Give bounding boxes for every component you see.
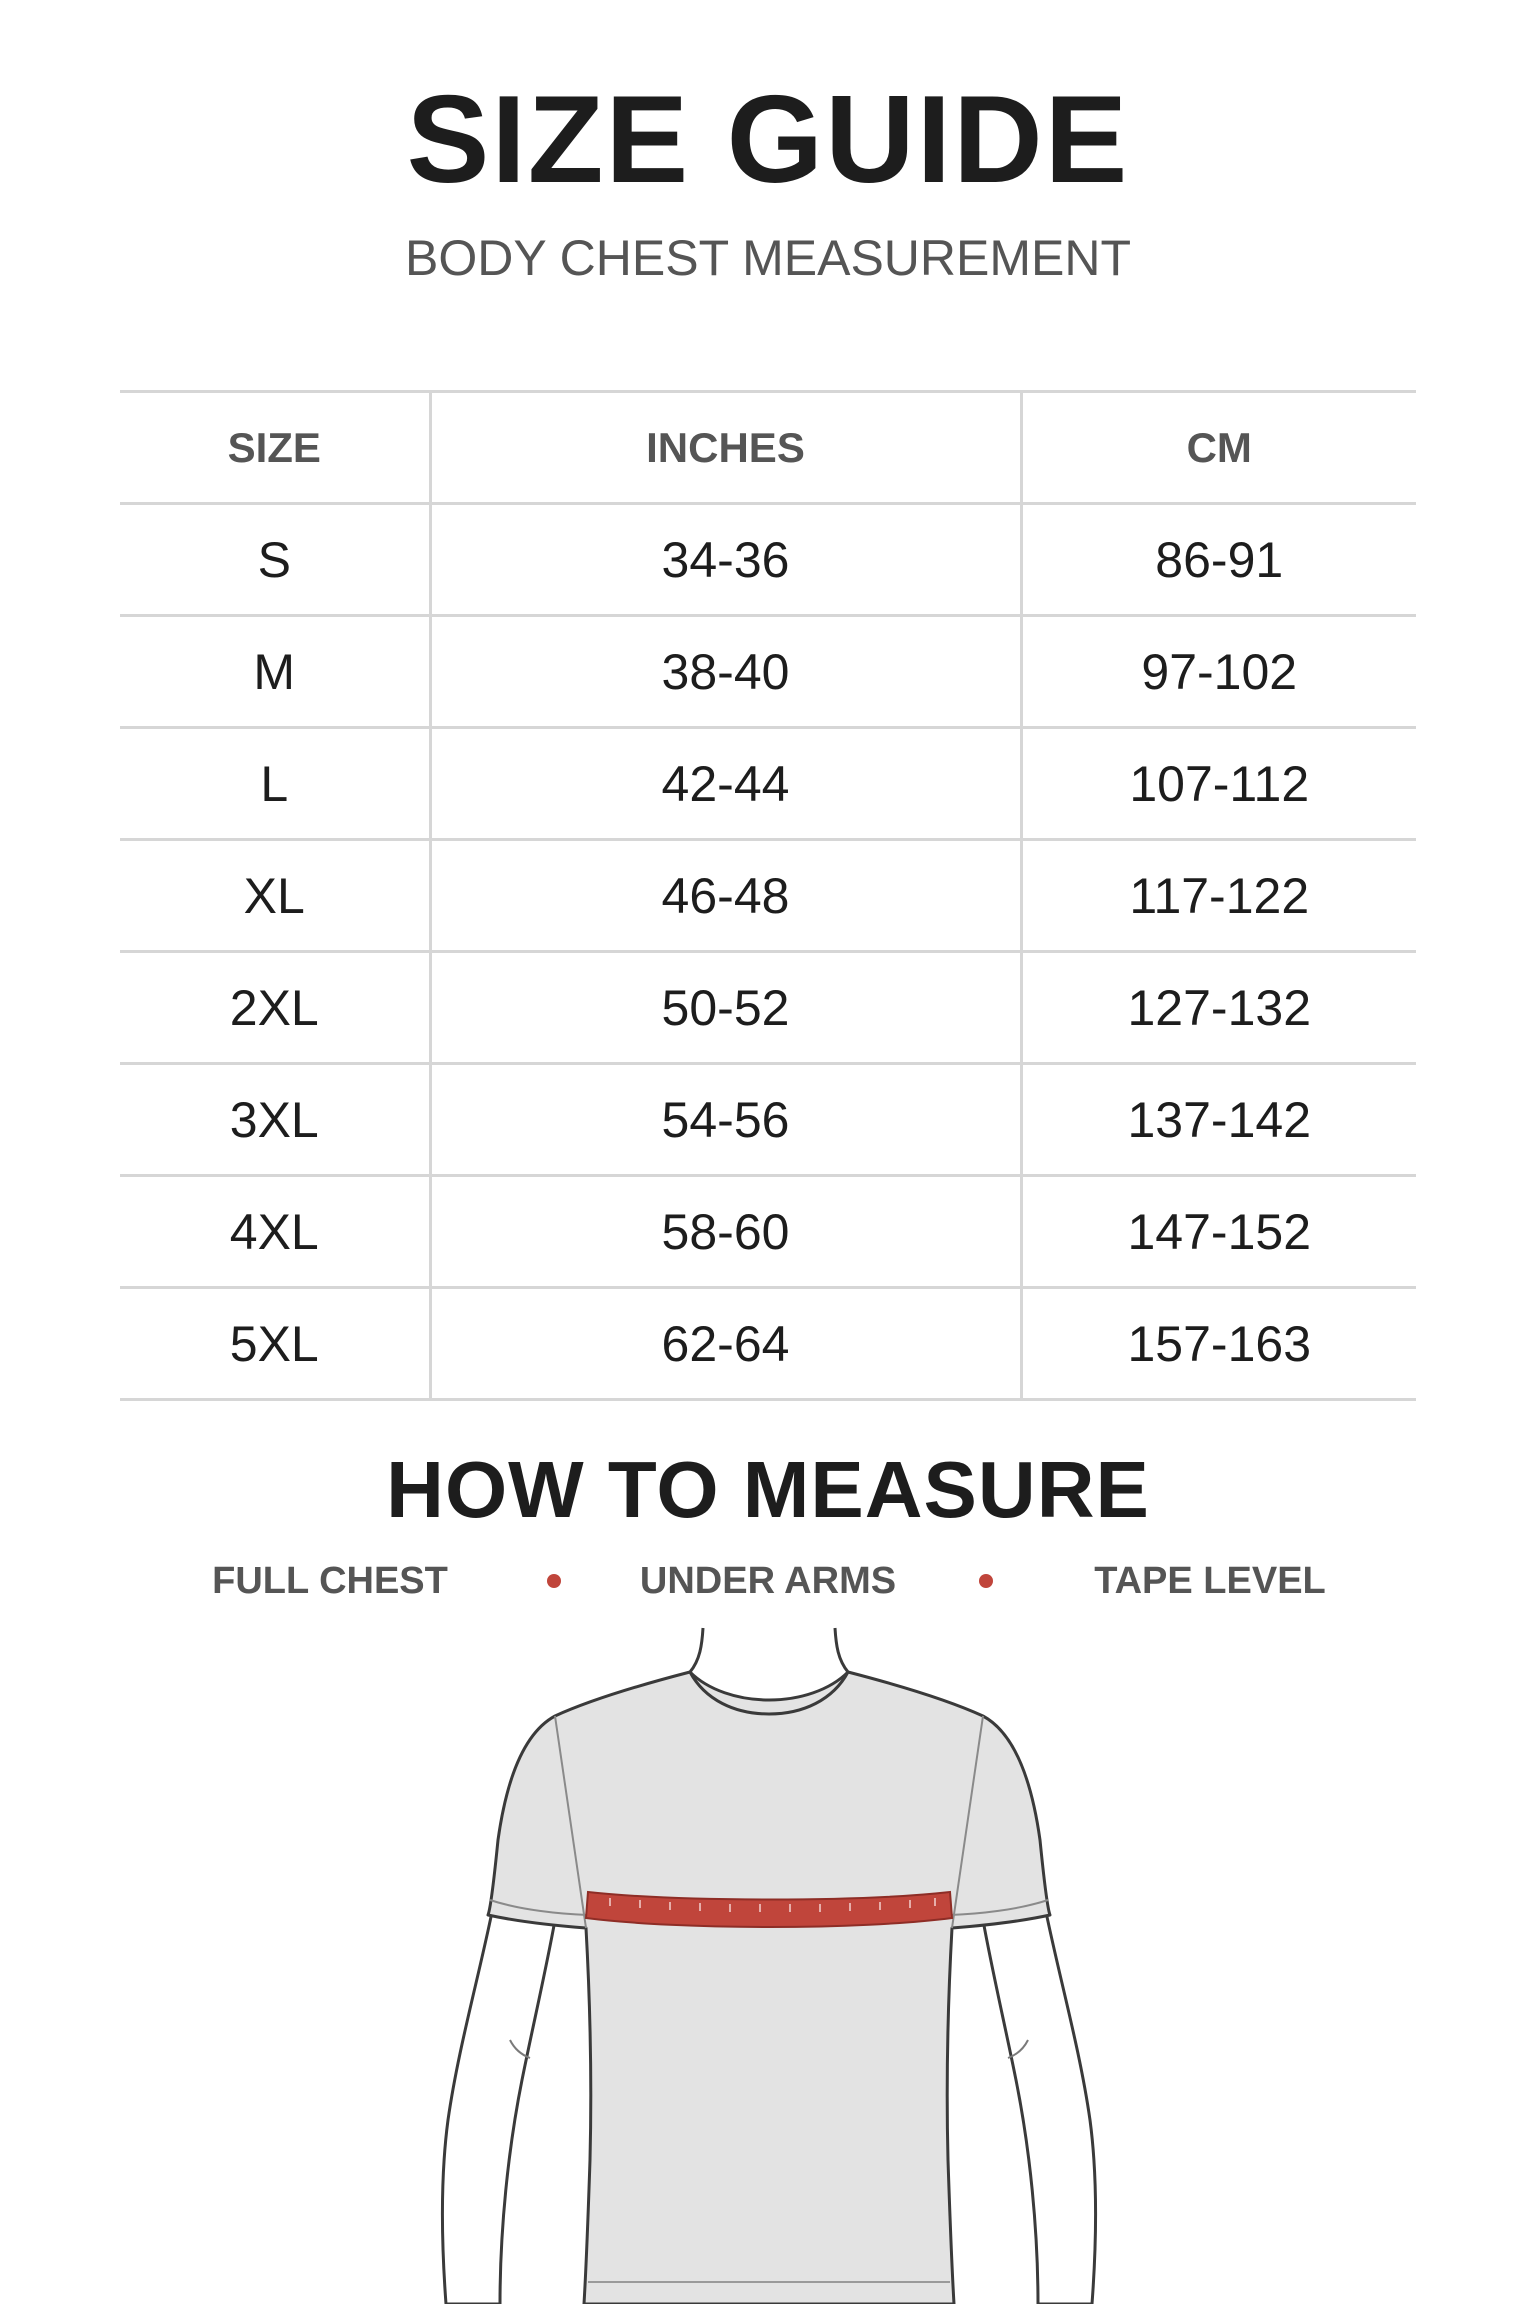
size-cell: 5XL	[120, 1288, 430, 1400]
tip-full-chest: FULL CHEST	[212, 1560, 448, 1602]
size-cell: 3XL	[120, 1064, 430, 1176]
torso-tshirt-measuring-tape-icon	[0, 1620, 1536, 2304]
size-cell: 2XL	[120, 952, 430, 1064]
inches-cell: 50-52	[430, 952, 1021, 1064]
inches-cell: 34-36	[430, 504, 1021, 616]
cm-cell: 147-152	[1021, 1176, 1416, 1288]
neck-outline	[690, 1628, 848, 1672]
inches-cell: 58-60	[430, 1176, 1021, 1288]
cm-cell: 117-122	[1021, 840, 1416, 952]
size-cell: XL	[120, 840, 430, 952]
page-subtitle: BODY CHEST MEASUREMENT	[404, 230, 1132, 286]
cm-cell: 107-112	[1021, 728, 1416, 840]
table-row	[120, 616, 1416, 728]
cm-cell: 86-91	[1021, 504, 1416, 616]
red-dot-separator-icon	[547, 1574, 561, 1588]
column-header-size: SIZE	[120, 392, 430, 504]
table-row	[120, 1064, 1416, 1176]
right-arm	[983, 1912, 1096, 2304]
size-cell: L	[120, 728, 430, 840]
table-row	[120, 1176, 1416, 1288]
page-title: SIZE GUIDE	[406, 71, 1130, 209]
table-row	[120, 504, 1416, 616]
size-cell: S	[120, 504, 430, 616]
cm-cell: 127-132	[1021, 952, 1416, 1064]
inches-cell: 62-64	[430, 1288, 1021, 1400]
tshirt-body	[488, 1672, 1050, 2304]
cm-cell: 137-142	[1021, 1064, 1416, 1176]
table-row	[120, 728, 1416, 840]
table-header-row	[120, 392, 1416, 504]
table-row	[120, 1288, 1416, 1400]
size-chart-table	[120, 390, 1416, 1401]
tip-tape-level: TAPE LEVEL	[1094, 1560, 1326, 1602]
inches-cell: 46-48	[430, 840, 1021, 952]
table-row	[120, 952, 1416, 1064]
size-cell: 4XL	[120, 1176, 430, 1288]
cm-cell: 157-163	[1021, 1288, 1416, 1400]
column-header-cm: CM	[1021, 392, 1416, 504]
inches-cell: 38-40	[430, 616, 1021, 728]
red-dot-separator-icon	[979, 1574, 993, 1588]
tip-under-arms: UNDER ARMS	[639, 1560, 897, 1602]
inches-cell: 42-44	[430, 728, 1021, 840]
column-header-inches: INCHES	[430, 392, 1021, 504]
left-arm	[443, 1912, 556, 2304]
inches-cell: 54-56	[430, 1064, 1021, 1176]
how-to-measure-heading: HOW TO MEASURE	[386, 1445, 1150, 1534]
cm-cell: 97-102	[1021, 616, 1416, 728]
size-cell: M	[120, 616, 430, 728]
table-row	[120, 840, 1416, 952]
